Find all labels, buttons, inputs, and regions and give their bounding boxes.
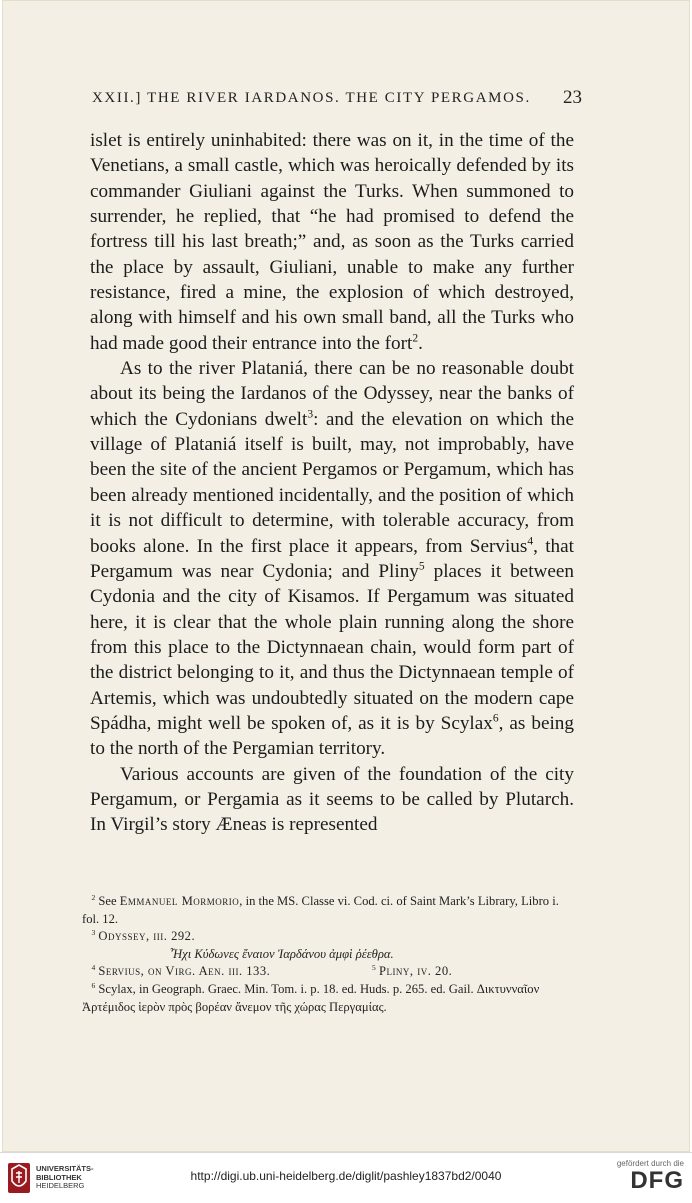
- footnote-3-mark: 3: [91, 928, 96, 937]
- footnote-4-5: [82, 963, 574, 981]
- running-head: [92, 87, 582, 108]
- dfg-wordmark: DFG: [630, 1167, 684, 1194]
- footnote-6-text: Scylax, in Geograph. Graec. Min. Tom. i. p. 18. ed. Huds. p. 265. ed. Gail. Δικτυνναῖον Ἀρτέμιδος ἱερὸν πρὸς βορέαν ἄνεμον τῆς χώρας Περγαμίας.: [82, 981, 540, 1014]
- footnote-ref-2: 2: [412, 332, 419, 345]
- footnotes: [82, 893, 574, 1016]
- footnote-4-mark: 4: [91, 963, 96, 973]
- footnote-2-lead: See: [98, 894, 120, 908]
- footnote-3-text: Odyssey, iii. 292.: [98, 929, 196, 944]
- footnote-ref-6: 6: [492, 712, 499, 725]
- body-text: [90, 128, 574, 838]
- footnote-ref-4: 4: [527, 535, 534, 548]
- paragraph-2: [90, 356, 574, 762]
- paragraph-1: [90, 128, 574, 356]
- library-line-2: BIBLIOTHEK: [36, 1172, 82, 1182]
- footnote-3-greek: Ἦχι Κύδωνες ἔναιον Ἰαρδάνου ἀμφὶ ῥέεθρα.: [170, 946, 394, 961]
- footnote-2-text: , in the MS. Classe vi. Cod. ci. of Saint Mark’s Library, Libro i. fol. 12.: [82, 894, 559, 926]
- footnote-ref-5: 5: [418, 560, 425, 573]
- dfg-logo[interactable]: [604, 1159, 684, 1199]
- running-head-title: XXII.] THE RIVER IARDANOS. THE CITY PERGAMOS.: [92, 90, 531, 106]
- paragraph-2-text-a: As to the river Plataniá, there can be no reasonable doubt about its being the Iardanos of the Odyssey, near the banks of which the Cydonians dwelt: [90, 358, 574, 430]
- paragraph-2-text-b: : and the elevation on which the village of Plataniá itself is built, may, not improbably, have been the site of the ancient Pergamos or Pergamum, which has been already mentioned incidentally, and the position of which it is not difficult to determine, with tolerable accuracy, from books alone. In the first place it appears, from Servius: [90, 408, 575, 557]
- footnote-5-mark: 5: [372, 963, 376, 973]
- paragraph-2-text-e: , as being to the north of the Pergamian territory.: [90, 712, 574, 760]
- paragraph-3-text: Various accounts are given of the foundation of the city Pergamum, or Pergamia as it seems to be called by Plutarch. In Virgil’s story Æneas is represented: [90, 763, 574, 836]
- footnote-2: [82, 893, 574, 928]
- footnote-3: [82, 928, 574, 946]
- viewer-footer: [0, 1152, 692, 1203]
- footnote-6: [82, 981, 574, 1016]
- paragraph-1-end: .: [418, 332, 423, 354]
- footnote-2-mark: 2: [91, 892, 96, 902]
- library-line-1: UNIVERSITÄTS-: [36, 1164, 94, 1173]
- paragraph-1-text: islet is entirely uninhabited: there was on it, in the time of the Venetians, a small castle, which was heroically defended by its commander Giuliani against the Turks. When summoned to surrender, he replied, that “he had promised to defend the fortress till his last breath;” and, as soon as the Turks carried the place by assault, Giuliani, unable to make any further resistance, fired a mine, the explosion of which destroyed, along with himself and his own small band, all the Turks who had made good their entrance into the fort: [90, 130, 574, 354]
- funded-by-label: gefördert durch die: [616, 1159, 684, 1168]
- footnote-5: [372, 963, 452, 981]
- paragraph-3: [90, 762, 574, 838]
- library-line-3: HEIDELBERG: [36, 1181, 85, 1190]
- scanned-page: [2, 0, 690, 1152]
- footnote-2-name: Emmanuel Mormorio: [119, 894, 240, 908]
- footnote-ref-3: 3: [307, 408, 314, 421]
- paragraph-2-text-d: places it between Cydonia and the city of Kisamos. If Pergamum was situated here, it is clear that the whole plain running along the shore from this place to the Dictynnaean chain, would form part of the district belonging to it, and thus the Dictynnaean temple of Artemis, which was undoubtedly situated on the modern cape Spádha, might well be spoken of, as it is by Scylax: [90, 560, 575, 734]
- permalink-url[interactable]: http://digi.ub.uni-heidelberg.de/diglit/pashley1837bd2/0040: [190, 1169, 502, 1183]
- footnote-6-mark: 6: [91, 980, 96, 990]
- paragraph-2-text-c: , that Pergamum was near Cydonia; and Pliny: [90, 535, 574, 582]
- footnote-5-text: Pliny, iv. 20.: [378, 964, 453, 979]
- footnote-4-text: Servius, on Virg. Aen. iii. 133.: [98, 964, 271, 979]
- page-number: 23: [563, 87, 582, 108]
